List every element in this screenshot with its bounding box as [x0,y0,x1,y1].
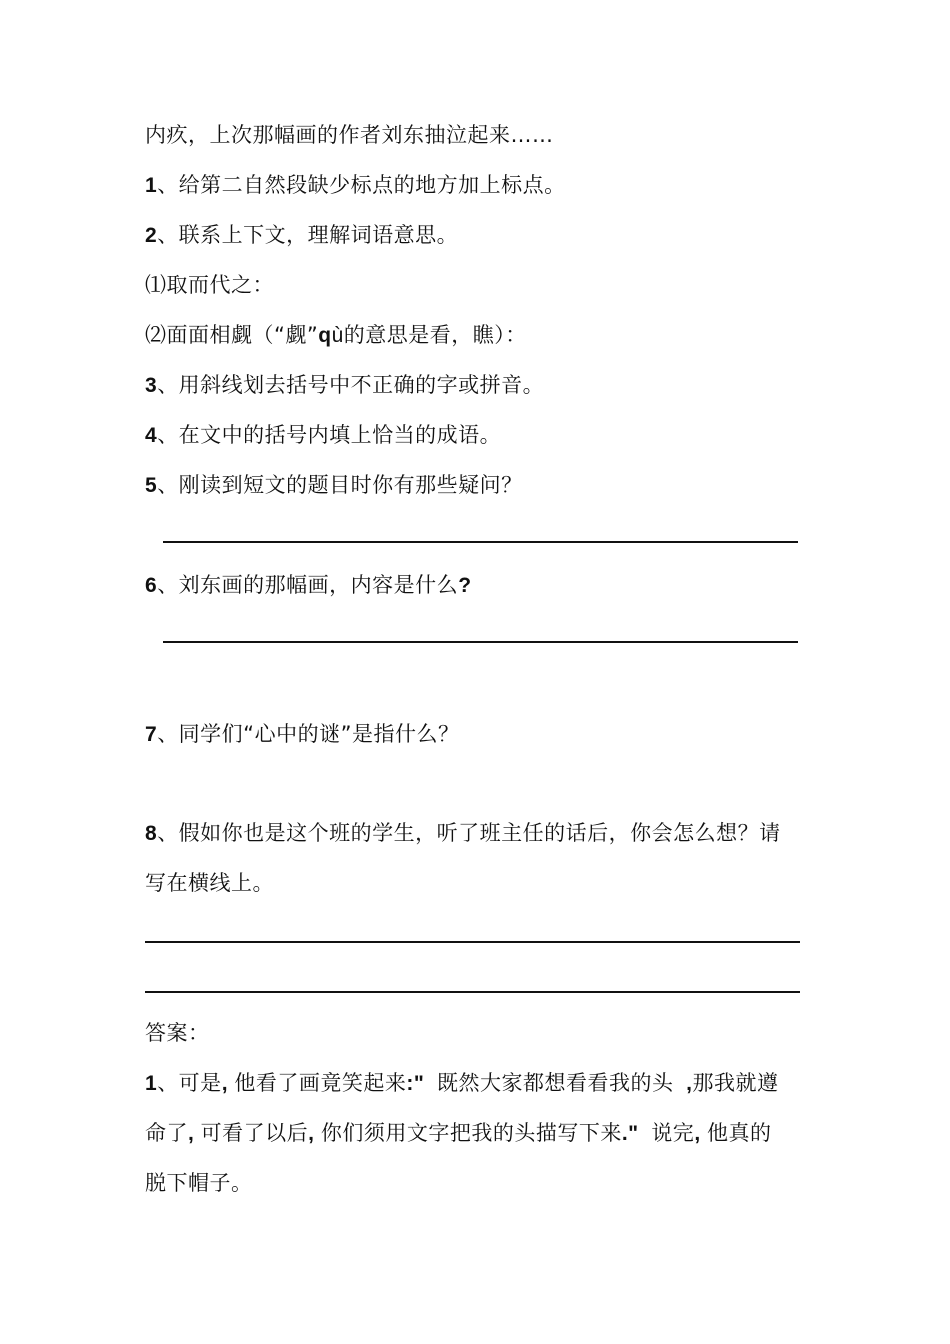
question-1 [145,170,566,201]
answers-title-text: 答案： [145,1021,210,1045]
question-2 [145,220,458,251]
question-mark: ? [458,574,472,597]
answer-1-line-1 [145,1068,779,1099]
comma: , [308,1122,321,1145]
question-text: 、假如你也是这个班的学生，听了班主任的话后，你会怎么想？请 [157,821,781,845]
answer-blank-line[interactable] [145,941,800,943]
answer-text: 他看了画竟笑起来 [234,1071,407,1095]
answer-blank-line[interactable] [163,641,798,643]
question-8 [145,818,781,849]
question-text: 、给第二自然段缺少标点的地方加上标点。 [157,173,566,197]
question-number: 3 [145,374,158,397]
answer-text: 、可是 [157,1071,222,1095]
sub-question-2 [145,320,527,351]
question-number: 4 [145,424,158,447]
answer-blank-line[interactable] [145,991,800,993]
question-3 [145,370,544,401]
intro-span: 内疚，上次那幅画的作者刘东抽泣起来…… [145,123,554,147]
answer-text: 说完 [651,1121,695,1145]
sub-question-suffix: 的意思是看，瞧）： [343,323,527,347]
question-text: 、刘东画的那幅画，内容是什么 [157,573,459,597]
question-text: 、在文中的括号内填上恰当的成语。 [157,423,502,447]
question-text: 、同学们“心中的谜”是指什么？ [157,722,460,746]
comma: , [221,1072,235,1095]
question-4 [145,420,501,451]
question-text-continued: 写在横线上。 [145,871,274,895]
question-number: 1 [145,174,158,197]
answers-title [145,1018,210,1048]
answer-text: 命了 [145,1121,188,1145]
sub-question-prefix: ⑵面面相觑（“觑” [145,323,319,347]
answer-text: 他真的 [706,1121,772,1145]
colon-quote: :" [406,1072,437,1095]
answer-number: 1 [145,1072,158,1095]
question-number: 5 [145,474,158,497]
sub-question-text: ⑴取而代之： [145,273,274,297]
sub-question-1 [145,270,274,300]
pinyin-initial: q [318,324,332,347]
answer-text: 那我就遵 [692,1071,779,1095]
answer-1-line-2 [145,1118,771,1149]
pinyin-tone: ù [331,324,344,347]
question-8-continued [145,868,274,898]
question-number: 8 [145,822,158,845]
question-number: 6 [145,574,158,597]
comma: , [673,1072,693,1095]
comma: , [694,1122,707,1145]
answer-1-line-3 [145,1168,253,1198]
question-6 [145,570,472,601]
question-5 [145,470,523,501]
answer-text: 你们须用文字把我的头描写下来 [320,1121,622,1145]
question-number: 7 [145,723,158,746]
question-text: 、刚读到短文的题目时你有那些疑问？ [157,473,523,497]
answer-blank-line[interactable] [163,541,798,543]
intro-text [145,120,554,150]
answer-text: 可看了以后 [200,1121,309,1145]
answer-text: 脱下帽子。 [145,1171,253,1195]
question-7 [145,719,459,750]
question-number: 2 [145,224,158,247]
question-text: 、用斜线划去括号中不正确的字或拼音。 [157,373,545,397]
answer-text: 既然大家都想看看我的头 [436,1071,674,1095]
period-quote: ." [621,1122,652,1145]
question-text: 、联系上下文，理解词语意思。 [157,223,459,247]
comma: , [188,1122,201,1145]
